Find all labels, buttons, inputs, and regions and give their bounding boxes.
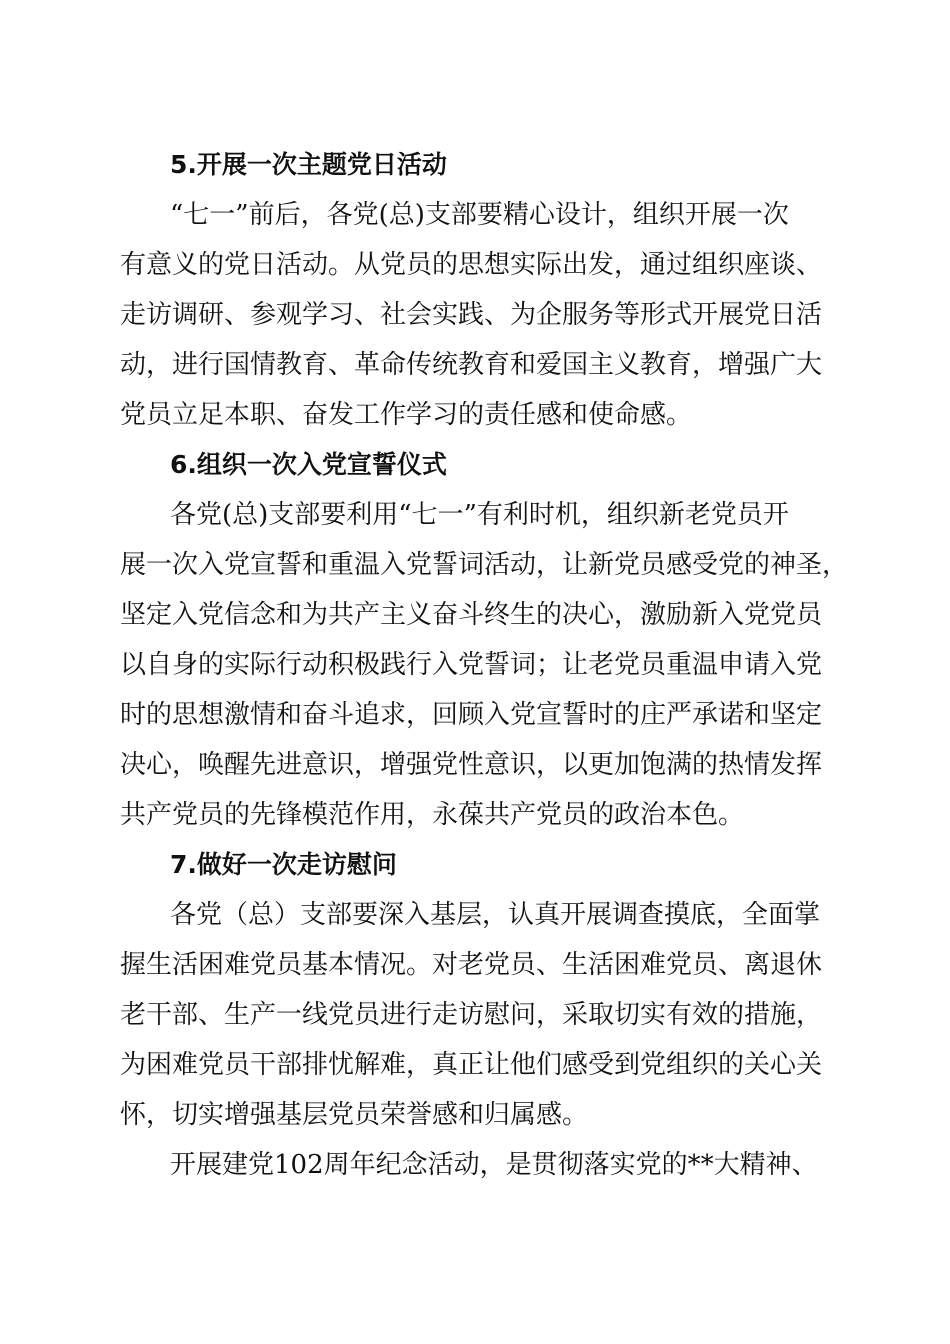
paragraph-line: “七一”前后，各党(总)支部要精心设计，组织开展一次 (170, 200, 789, 230)
section-heading-6: 6.组织一次入党宣誓仪式 (170, 450, 447, 479)
section-heading-5: 5.开展一次主题党日活动 (170, 150, 447, 179)
paragraph-line: 共产党员的先锋模范作用，永葆共产党员的政治本色。 (120, 800, 745, 830)
paragraph-line: 有意义的党日活动。从党员的思想实际出发，通过组织座谈、 (120, 250, 823, 280)
paragraph-line: 党员立足本职、奋发工作学习的责任感和使命感。 (120, 400, 693, 430)
paragraph-line: 怀，切实增强基层党员荣誉感和归属感。 (120, 1100, 589, 1130)
paragraph-line: 时的思想激情和奋斗追求，回顾入党宣誓时的庄严承诺和坚定 (120, 700, 823, 730)
paragraph-line: 各党(总)支部要利用“七一”有利时机，组织新老党员开 (170, 500, 789, 530)
paragraph-line: 决心，唤醒先进意识，增强党性意识，以更加饱满的热情发挥 (120, 750, 823, 780)
section-heading-7: 7.做好一次走访慰问 (170, 850, 397, 879)
paragraph-line: 走访调研、参观学习、社会实践、为企服务等形式开展党日活 (120, 300, 823, 330)
paragraph-line: 以自身的实际行动积极践行入党誓词；让老党员重温申请入党 (120, 650, 823, 680)
closing-paragraph-line: 开展建党102周年纪念活动，是贯彻落实党的**大精神、 (170, 1150, 818, 1180)
paragraph-line: 坚定入党信念和为共产主义奋斗终生的决心，激励新入党党员 (120, 600, 823, 630)
paragraph-line: 动，进行国情教育、革命传统教育和爱国主义教育，增强广大 (120, 350, 823, 380)
paragraph-line: 老干部、生产一线党员进行走访慰问，采取切实有效的措施， (120, 1000, 823, 1030)
paragraph-line: 展一次入党宣誓和重温入党誓词活动，让新党员感受党的神圣， (120, 550, 849, 580)
paragraph-line: 各党（总）支部要深入基层，认真开展调查摸底，全面掌 (170, 900, 821, 930)
paragraph-line: 握生活困难党员基本情况。对老党员、生活困难党员、离退休 (120, 950, 823, 980)
paragraph-line: 为困难党员干部排忧解难，真正让他们感受到党组织的关心关 (120, 1050, 823, 1080)
